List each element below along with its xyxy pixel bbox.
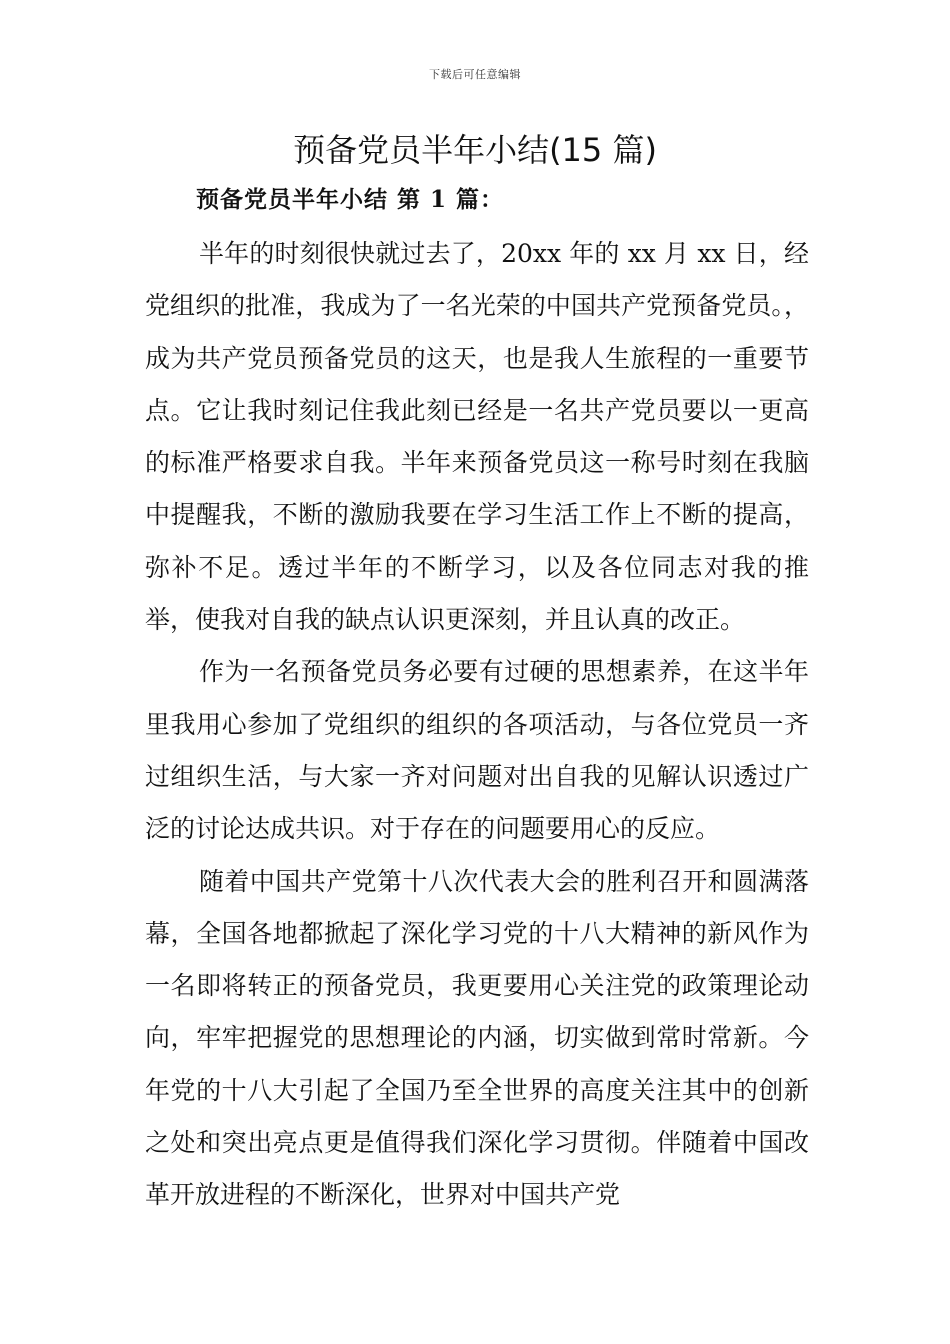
paragraph-2: 作为一名预备党员务必要有过硬的思想素养，在这半年里我用心参加了党组织的组织的各项活动，与各位党员一齐过组织生活，与大家一齐对问题对出自我的见解认识透过广泛的讨论达成共识。对于存在的问题要用心的反应。 <box>145 657 809 844</box>
paragraph-3: 随着中国共产党第十八次代表大会的胜利召开和圆满落幕，全国各地都掀起了深化学习党的十八大精神的新风作为一名即将转正的预备党员，我更要用心关注党的政策理论动向，牢牢把握党的思想理论的内涵，切实做到常时常新。今年党的十八大引起了全国乃至全世界的高度关注其中的创新之处和突出亮点更是值得我们深化学习贯彻。伴随着中国改革开放进程的不断深化，世界对中国共产党 <box>145 866 809 1210</box>
header-note: 下载后可任意编辑 <box>429 68 521 81</box>
document-title: 预备党员半年小结(15 篇) <box>293 131 657 169</box>
paragraph-1: 半年的时刻很快就过去了，20xx 年的 xx 月 xx 日，经党组织的批准，我成为了一名光荣的中国共产党预备党员。，成为共产党员预备党员的这天，也是我人生旅程的一重要节点。它让我时刻记住我此刻已经是一名共产党员要以一更高的标准严格要求自我。半年来预备党员这一称号时刻在我脑中提醒我，不断的激励我要在学习生活工作上不断的提高，弥补不足。透过半年的不断学习，以及各位同志对我的推举，使我对自我的缺点认识更深刻，并且认真的改正。 <box>145 239 809 635</box>
section-heading: 预备党员半年小结 第 1 篇： <box>196 186 505 213</box>
body-text <box>145 228 809 1222</box>
